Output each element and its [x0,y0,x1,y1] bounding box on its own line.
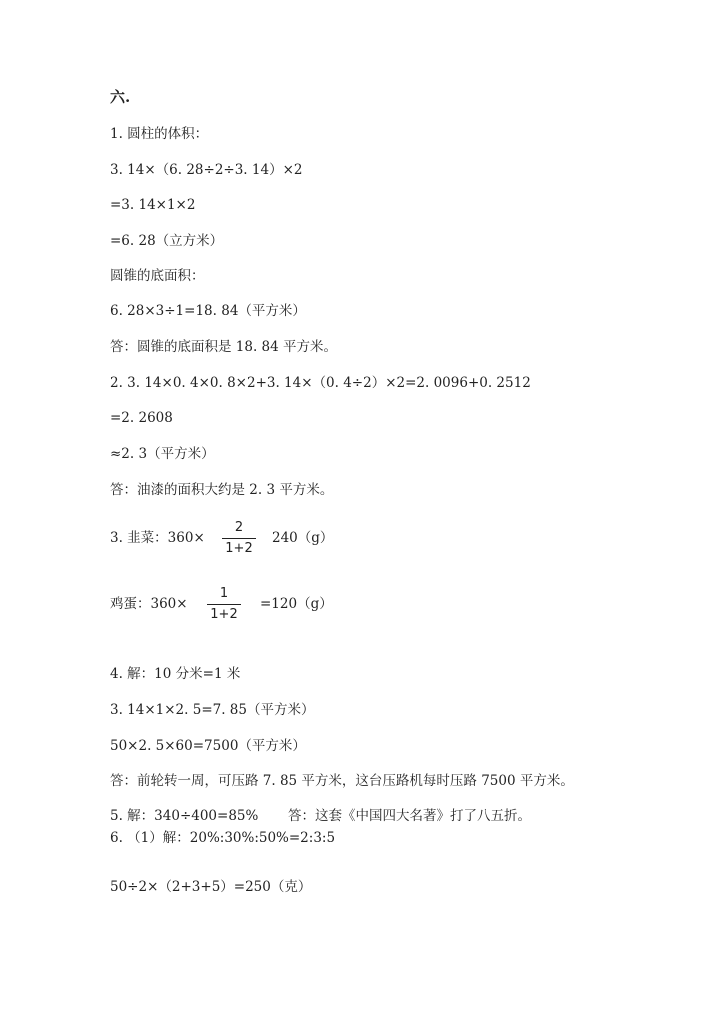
q4-heading: 4. 解：10 分米=1 米 [110,666,241,682]
q1-formula: 3. 14×（6. 28÷2÷3. 14）×2 [110,162,303,178]
q3-egg-denominator: 1+2 [210,607,238,622]
q1-cone-heading: 圆锥的底面积： [110,268,205,284]
q5-answer: 答：这套《中国四大名著》打了八五折。 [288,808,531,824]
q3-leek-fraction-bar [222,538,256,539]
q1-cone-formula: 6. 28×3÷1=18. 84（平方米） [110,303,306,319]
q1-step-1: =3. 14×1×2 [110,197,196,213]
section-title: 六. [110,88,131,106]
q6-line-1: 6. （1）解：20%:30%:50%=2:3:5 [110,830,336,846]
q4-answer: 答：前轮转一周，可压路 7. 85 平方米，这台压路机每时压路 7500 平方米。 [110,773,574,789]
q3-egg-result: =120（g） [260,596,333,612]
q3-leek-result: 240（g） [272,530,334,546]
q2-step-2: ≈2. 3（平方米） [110,446,215,462]
q2-step-1: =2. 2608 [110,410,173,426]
q1-step-2: =6. 28（立方米） [110,233,224,249]
q6-line-2: 50÷2×（2+3+5）=250（克） [110,879,312,895]
q4-step-2: 50×2. 5×60=7500（平方米） [110,738,306,754]
q3-egg-fraction-bar [207,604,241,605]
q5-solution: 5. 解：340÷400=85% [110,808,259,824]
q3-leek-numerator: 2 [234,520,244,535]
q3-egg-numerator: 1 [219,586,229,601]
q1-heading: 1. 圆柱的体积： [110,126,209,142]
q1-answer: 答：圆锥的底面积是 18. 84 平方米。 [110,339,338,355]
q2-answer: 答：油漆的面积大约是 2. 3 平方米。 [110,482,334,498]
q3-egg-label: 鸡蛋：360× [110,596,188,612]
q4-step-1: 3. 14×1×2. 5=7. 85（平方米） [110,702,315,718]
q3-egg-fraction [207,586,241,623]
q3-leek-denominator: 1+2 [225,541,253,556]
q3-leek-label: 3. 韭菜：360× [110,530,205,546]
q2-formula: 2. 3. 14×0. 4×0. 8×2+3. 14×（0. 4÷2）×2=2. 0096+0. 2512 [110,375,531,391]
q3-leek-fraction [222,520,256,557]
